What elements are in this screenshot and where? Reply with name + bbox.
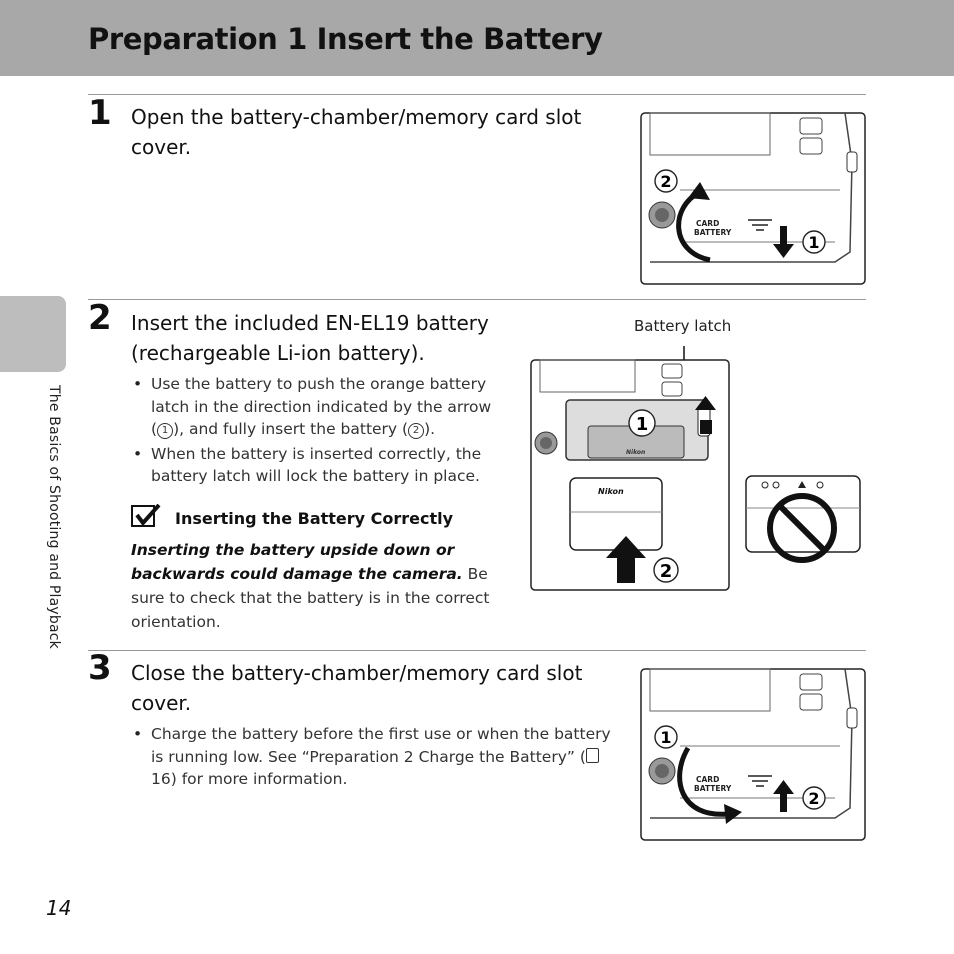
- list-item: • Charge the battery before the first use or when the battery is running low. See “Preparation 2 Charge the Battery” (16) for more information.: [131, 723, 611, 791]
- divider-rule: [88, 94, 866, 95]
- note-body: Inserting the battery upside down or backwards could damage the camera. Be sure to check that the battery is in the correct orientation.: [131, 541, 490, 631]
- callout-1: 1: [808, 233, 820, 252]
- page-ref-icon: [586, 748, 599, 763]
- section-tab-label: The Basics of Shooting and Playback: [46, 385, 62, 649]
- step-2-number: 2: [88, 298, 112, 338]
- step-3-heading: Close the battery-chamber/memory card slot cover.: [131, 661, 583, 715]
- note-check-icon: [131, 504, 161, 528]
- page-title: Preparation 1 Insert the Battery: [88, 22, 603, 56]
- callout-1: 1: [660, 728, 672, 747]
- note-warning: Inserting the battery upside down or backwards could damage the camera.: [131, 541, 463, 583]
- insert-battery-illustration: [530, 330, 862, 592]
- open-cover-illustration: [640, 112, 866, 286]
- step-2-bullets: [131, 373, 501, 490]
- callout-2: 2: [808, 789, 820, 808]
- step-3-number: 3: [88, 648, 112, 688]
- battery-label: BATTERY: [694, 784, 732, 793]
- list-item: • When the battery is inserted correctly, the battery latch will lock the battery in place.: [131, 443, 501, 488]
- step-1-heading: Open the battery-chamber/memory card slot cover.: [131, 105, 582, 159]
- card-label: CARD: [696, 219, 720, 228]
- divider-rule: [88, 299, 866, 300]
- close-cover-illustration: [640, 668, 866, 842]
- note-title: Inserting the Battery Correctly: [175, 509, 454, 528]
- circled-1: 1: [157, 423, 173, 439]
- callout-2: 2: [659, 561, 673, 582]
- section-tab: [0, 296, 66, 372]
- battery-brand: Nikon: [598, 487, 624, 496]
- callout-1: 1: [635, 414, 649, 435]
- battery-brand: Nikon: [626, 449, 646, 456]
- step-2-heading: Insert the included EN-EL19 battery (rechargeable Li-ion battery).: [131, 311, 489, 365]
- step-3-bullets: [131, 723, 611, 793]
- list-item: • Use the battery to push the orange battery latch in the direction indicated by the arrow ( 1 ), and fully insert the battery ( 2 ).: [131, 373, 501, 441]
- circled-2: 2: [408, 423, 424, 439]
- battery-label: BATTERY: [694, 228, 732, 237]
- callout-2: 2: [660, 172, 672, 191]
- step-1-number: 1: [88, 93, 112, 133]
- page-number: 14: [46, 896, 72, 920]
- card-label: CARD: [696, 775, 720, 784]
- battery-latch-label: Battery latch: [634, 317, 732, 335]
- divider-rule: [88, 650, 866, 651]
